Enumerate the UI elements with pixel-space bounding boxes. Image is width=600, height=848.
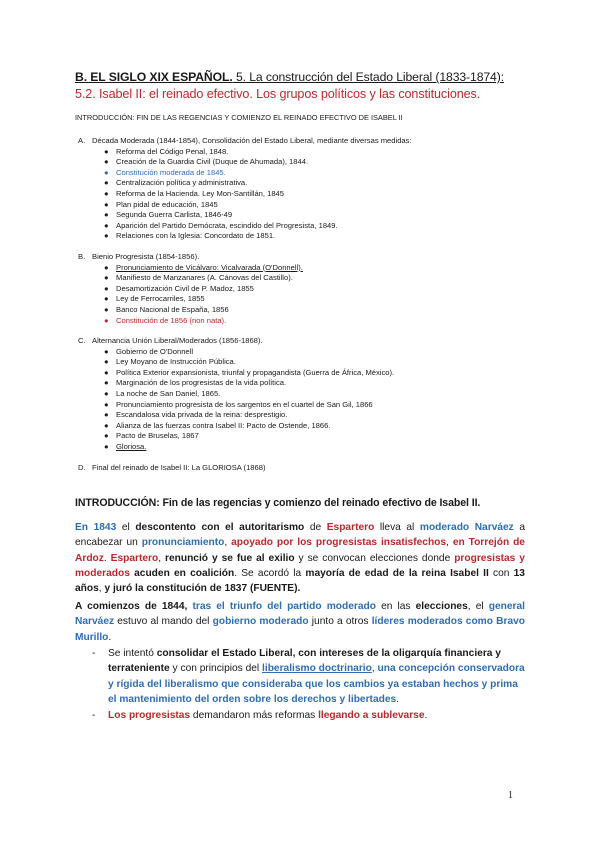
list-item: ● Reforma de la Hacienda. Ley Mon-Santillán, 1845 [104, 188, 285, 198]
bullet-icon: ● [104, 431, 109, 441]
list-item: ● Centralización política y administrativa. [104, 178, 248, 188]
section-heading: Final del reinado de Isabel II: La GLORIOSA (1868) [92, 463, 266, 472]
bullet-icon: ● [104, 304, 109, 314]
bullet-icon: ● [104, 420, 109, 430]
title-rest: 5. La construcción del Estado Liberal (1833-1874): [232, 70, 504, 84]
bullet-icon: ● [104, 220, 109, 230]
dash-item-1: Se intentó consolidar el Estado Liberal, con intereses de la oligarquía financiera y terrateniente y con principios del liberalismo doctrinario, una concepción conservadora y rígida del liberalismo que consideraba que los cambios ya estaban hechos y prima el mantenimiento del orden sobre los derechos y libertades. [108, 648, 525, 705]
list-item: ● Banco Nacional de España, 1856 [104, 304, 229, 314]
outline-caption: INTRODUCCIÓN: FIN DE LAS REGENCIAS Y COMIENZO EL REINADO EFECTIVO DE ISABEL II [75, 113, 403, 122]
list-item: ● Ley Moyano de Instrucción Pública. [104, 357, 236, 367]
list-item: ● Alianza de las fuerzas contra Isabel II: Pacto de Ostende, 1866. [104, 420, 331, 430]
bullet-icon: ● [104, 283, 109, 293]
bullet-icon: ● [104, 262, 109, 272]
bullet-icon: ● [104, 410, 109, 420]
bullet-icon: ● [104, 378, 109, 388]
section-heading: Década Moderada (1844-1854), Consolidación del Estado Liberal, mediante diversas medidas: [92, 136, 412, 145]
section-title [75, 70, 504, 84]
list-item: ● Ley de Ferrocarriles, 1855 [104, 294, 205, 304]
section-heading: Alternancia Unión Liberal/Moderados (1856-1868). [92, 336, 263, 345]
bullet-icon: ● [104, 367, 109, 377]
bullet-icon: ● [104, 188, 109, 198]
bullet-icon: ● [104, 167, 109, 177]
dash-marker: - [92, 648, 96, 659]
list-item: ● Manifiesto de Manzanares (A. Cánovas del Castillo). [104, 273, 293, 283]
bullet-icon: ● [104, 157, 109, 167]
section-heading: Bienio Progresista (1854-1856). [92, 252, 200, 261]
list-item: ● Relaciones con la Iglesia: Concordato de 1851. [104, 231, 276, 241]
paragraph-1: En 1843 el descontento con el autoritarismo de Espartero lleva al moderado Narváez a encabezar un pronunciamiento, apoyado por los progresistas insatisfechos, en Torrejón de Ardoz. Espartero, renunció y se fue al exilio y se convocan elecciones donde progresistas y moderados acuden en coalición. Se acordó la mayoría de edad de la reina Isabel II con 13 años, y juró la constitución de 1837 (FUENTE). [75, 522, 526, 595]
list-item: ● Marginación de los progresistas de la vida política. [104, 378, 287, 388]
subsection-title: 5.2. Isabel II: el reinado efectivo. Los grupos políticos y las constituciones. [75, 87, 481, 101]
bullet-icon: ● [104, 210, 109, 220]
bullet-icon: ● [104, 294, 109, 304]
list-item: ● Pacto de Bruselas, 1867 [104, 431, 199, 441]
bullet-icon: ● [104, 388, 109, 398]
list-item: ● Plan pidal de educación, 1845 [104, 199, 218, 209]
outline-list-a [104, 147, 338, 242]
list-item: ● Aparición del Partido Demócrata, escindido del Progresista, 1849. [104, 220, 338, 230]
bullet-icon: ● [104, 357, 109, 367]
outline-list-c [104, 347, 394, 453]
intro-heading: INTRODUCCIÓN: Fin de las regencias y comienzo del reinado efectivo de Isabel II. [75, 497, 481, 509]
bullet-icon: ● [104, 273, 109, 283]
bullet-icon: ● [104, 146, 109, 156]
outline-section-b [78, 252, 199, 263]
page-number: 1 [508, 790, 513, 801]
bullet-icon: ● [104, 399, 109, 409]
list-item: ● Política Exterior expansionista, triunfal y propagandista (Guerra de África, México). [104, 367, 395, 377]
bullet-icon: ● [104, 315, 109, 325]
bullet-icon: ● [104, 346, 109, 356]
list-item: ● Constitución moderada de 1845. [104, 167, 226, 177]
list-item: ● Reforma del Código Penal, 1848. [104, 146, 229, 156]
outline-section-a [78, 136, 412, 147]
bullet-icon: ● [104, 178, 109, 188]
list-item: ● Gloriosa. [104, 441, 147, 451]
list-item: ● Gobierno de O'Donnell [104, 346, 194, 356]
list-item: ● La noche de San Daniel, 1865. [104, 388, 221, 398]
paragraph-2: A comienzos de 1844, tras el triunfo del partido moderado en las elecciones, el general Narváez estuvo al mando del gobierno moderado junto a otros líderes moderados como Bravo Murillo. [75, 601, 526, 643]
list-item: ● Pronunciamiento de Vicálvaro: Vicalvarada (O'Donnell). [104, 262, 303, 272]
list-item: ● Creación de la Guardia Civil (Duque de Ahumada), 1844. [104, 157, 309, 167]
outline-list-b [104, 263, 303, 327]
outline-section-d [78, 463, 266, 474]
list-item: ● Escandalosa vida privada de la reina: desprestigio. [104, 410, 288, 420]
section-letter: A. [78, 136, 86, 145]
list-item: ● Segunda Guerra Carlista, 1846-49 [104, 210, 233, 220]
bullet-icon: ● [104, 231, 109, 241]
list-item: ● Pronunciamiento progresista de los sargentos en el cuartel de San Gil, 1866 [104, 399, 373, 409]
section-letter: D. [78, 463, 86, 472]
dash-marker: - [92, 710, 96, 721]
list-item: ● Constitución de 1856 (non nata). [104, 315, 227, 325]
list-item: ● Desamortización Civil de P. Madoz, 1855 [104, 283, 254, 293]
section-letter: C. [78, 336, 86, 345]
section-letter: B. [78, 252, 86, 261]
dash-item-2: Los progresistas demandaron más reformas llegando a sublevarse. [108, 710, 428, 721]
title-main: B. EL SIGLO XIX ESPAÑOL. [75, 70, 233, 84]
bullet-icon: ● [104, 199, 109, 209]
bullet-icon: ● [104, 441, 109, 451]
outline-section-c [78, 336, 263, 347]
